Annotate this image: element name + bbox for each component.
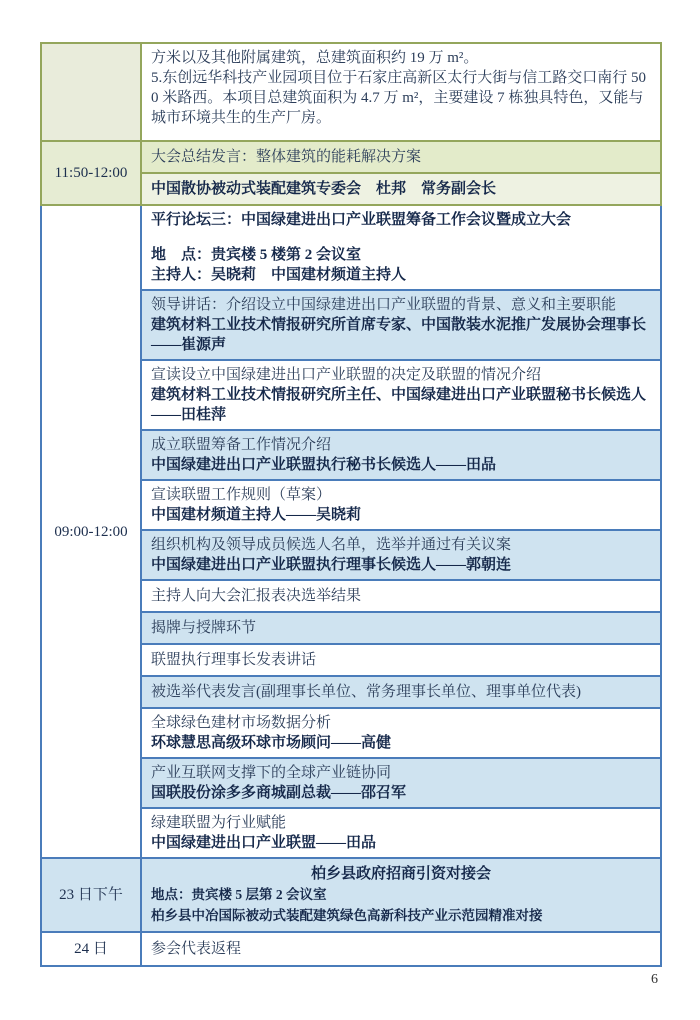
agenda-item-cell <box>141 758 661 808</box>
forum-title: 平行论坛三：中国绿建进出口产业联盟筹备工作会议暨成立大会 <box>151 212 572 228</box>
agenda-speaker: 国联股份涂多多商城副总裁——邵召军 <box>151 785 407 801</box>
agenda-desc: 产业互联网支撑下的全球产业链协同 <box>151 765 392 781</box>
time-cell-empty <box>41 43 141 141</box>
forum-header-row <box>41 205 661 290</box>
agenda-desc: 绿建联盟为行业赋能 <box>151 815 287 831</box>
day23-location: 地点：贵宾楼 5 层第 2 会议室 <box>151 887 327 902</box>
continuation-line-2: 5.东创远华科技产业园项目位于石家庄高新区太行大街与信工路交口南行 500 米路西。本项目总建筑面积为 4.7 万 m²，主要建设 7 栋独具特色，又能与城市环境共生的生产厂房。 <box>151 70 647 126</box>
summary-speaker-cell: 中国散协被动式装配建筑专委会 杜邦 常务副会长 <box>141 173 661 205</box>
forum-header-cell <box>141 205 661 290</box>
agenda-speaker: 中国绿建进出口产业联盟执行秘书长候选人——田品 <box>151 457 497 473</box>
continuation-line-1: 方米以及其他附属建筑，总建筑面积约 19 万 m²。 <box>151 50 479 66</box>
time-cell-forum: 09:00-12:00 <box>41 205 141 858</box>
page-number: 6 <box>651 972 658 987</box>
agenda-speaker: 中国建材频道主持人——吴晓莉 <box>151 507 362 523</box>
agenda-desc: 成立联盟筹备工作情况介绍 <box>151 437 332 453</box>
agenda-desc: 主持人向大会汇报表决选举结果 <box>151 588 362 604</box>
summary-topic-row <box>41 141 661 173</box>
agenda-item-cell <box>141 580 661 612</box>
agenda-speaker: 环球慧思高级环球市场顾问——高健 <box>151 735 392 751</box>
agenda-speaker: 建筑材料工业技术情报研究所主任、中国绿建进出口产业联盟秘书长候选人——田桂萍 <box>151 387 647 423</box>
forum-location: 地 点：贵宾楼 5 楼第 2 会议室 <box>151 247 362 263</box>
agenda-item-cell <box>141 644 661 676</box>
agenda-item-cell <box>141 676 661 708</box>
schedule-table <box>40 42 662 967</box>
agenda-desc: 领导讲话：介绍设立中国绿建进出口产业联盟的背景、意义和主要职能 <box>151 297 617 313</box>
agenda-desc: 联盟执行理事长发表讲话 <box>151 652 317 668</box>
agenda-item-cell <box>141 708 661 758</box>
agenda-speaker: 建筑材料工业技术情报研究所首席专家、中国散装水泥推广发展协会理事长——崔源声 <box>151 317 647 353</box>
agenda-speaker: 中国绿建进出口产业联盟执行理事长候选人——郭朝连 <box>151 557 512 573</box>
forum-host: 主持人：吴晓莉 中国建材频道主持人 <box>151 267 407 283</box>
agenda-item-cell <box>141 612 661 644</box>
agenda-item-cell <box>141 290 661 360</box>
day24-content-cell: 参会代表返程 <box>141 932 661 966</box>
agenda-item-cell <box>141 530 661 580</box>
continuation-content-cell <box>141 43 661 141</box>
time-cell-summary: 11:50-12:00 <box>41 141 141 205</box>
agenda-item-cell <box>141 430 661 480</box>
agenda-desc: 组织机构及领导成员候选人名单，选举并通过有关议案 <box>151 537 512 553</box>
day24-row <box>41 932 661 966</box>
day23-title: 柏乡县政府招商引资对接会 <box>310 866 491 882</box>
agenda-desc: 全球绿色建材市场数据分析 <box>151 715 332 731</box>
agenda-desc: 宣读设立中国绿建进出口产业联盟的决定及联盟的情况介绍 <box>151 367 542 383</box>
day23-detail: 柏乡县中冶国际被动式装配建筑绿色高新科技产业示范园精准对接 <box>151 908 543 923</box>
agenda-desc: 揭牌与授牌环节 <box>151 620 257 636</box>
agenda-speaker: 中国绿建进出口产业联盟——田品 <box>151 835 377 851</box>
summary-topic-cell: 大会总结发言：整体建筑的能耗解决方案 <box>141 141 661 173</box>
day23-row <box>41 858 661 932</box>
time-cell-day23: 23 日下午 <box>41 858 141 932</box>
day23-content-cell <box>141 858 661 932</box>
agenda-item-cell <box>141 808 661 858</box>
time-cell-day24: 24 日 <box>41 932 141 966</box>
agenda-item-cell <box>141 360 661 430</box>
agenda-desc: 宣读联盟工作规则（草案） <box>151 487 332 503</box>
agenda-desc: 被选举代表发言(副理事长单位、常务理事长单位、理事单位代表) <box>151 684 581 700</box>
agenda-item-cell <box>141 480 661 530</box>
continuation-row <box>41 43 661 141</box>
